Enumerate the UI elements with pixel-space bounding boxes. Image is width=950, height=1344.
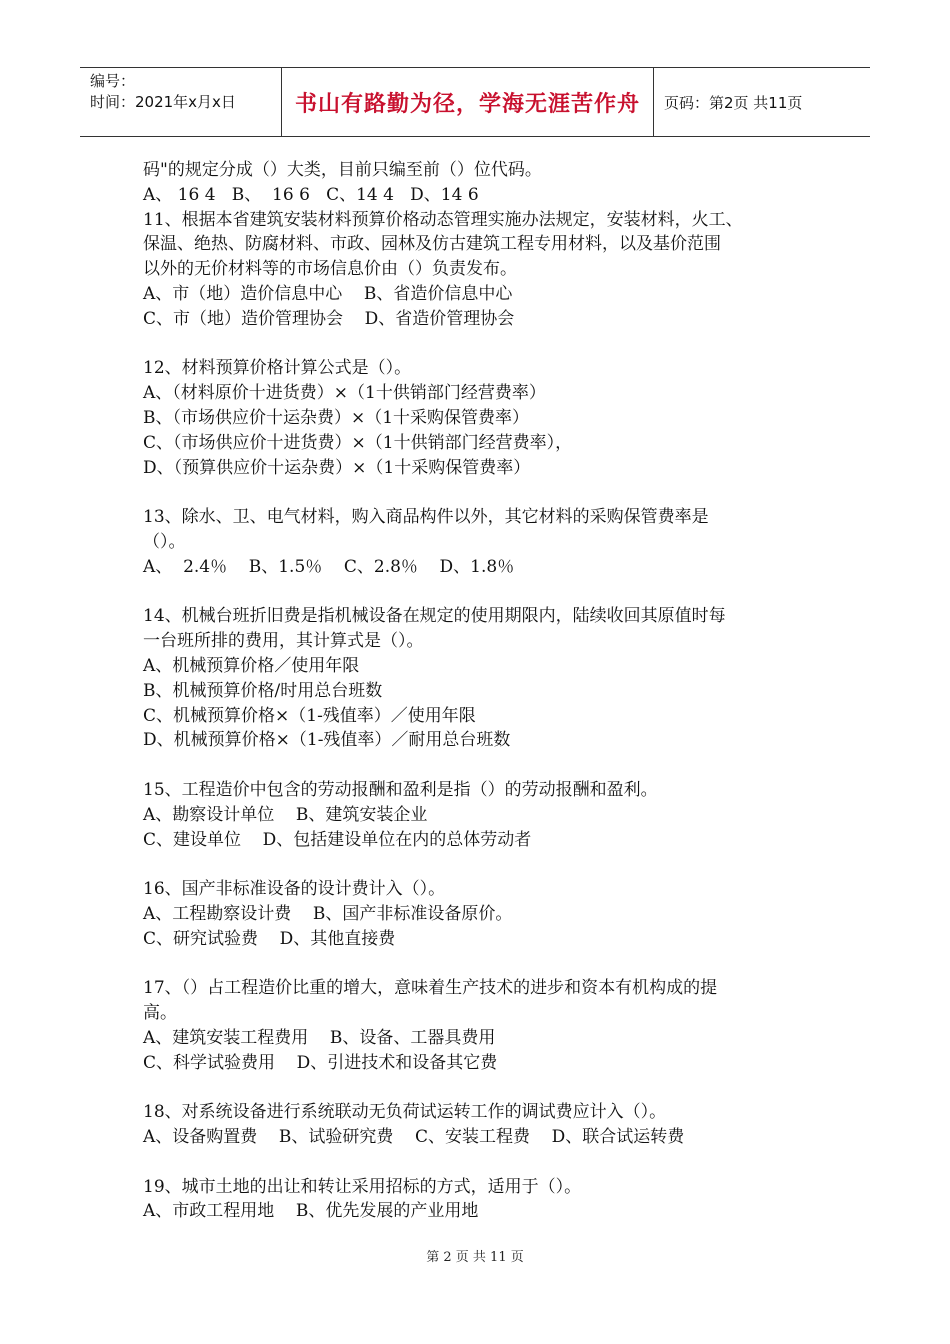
- block-spacer: [143, 952, 823, 977]
- question-line: A、（材料原价十进货费）×（1十供销部门经营费率）: [143, 383, 546, 404]
- question-line: C、机械预算价格×（1-残值率）／使用年限: [143, 705, 476, 726]
- question-text: 18、对系统设备进行系统联动无负荷试运转工作的调试费应计入（）。: [143, 1102, 667, 1123]
- question-line: C、科学试验费用 D、引进技术和设备其它费: [143, 1052, 498, 1073]
- question-block: [143, 604, 823, 753]
- header-page-info: 页码：第2页 共11页: [664, 93, 803, 112]
- question-block: [143, 1100, 823, 1150]
- question-text: 15、工程造价中包含的劳动报酬和盈利是指（）的劳动报酬和盈利。: [143, 779, 658, 800]
- question-block: [143, 356, 823, 480]
- question-line: 保温、绝热、防腐材料、市政、园林及仿古建筑工程专用材料，以及基价范围: [143, 234, 721, 255]
- question-block: [143, 158, 823, 208]
- question-line: （）。: [143, 531, 186, 552]
- question-line: A、 16 4 B、 16 6 C、14 4 D、14 6: [143, 184, 479, 205]
- question-text: 19、城市土地的出让和转让采用招标的方式，适用于（）。: [143, 1176, 582, 1197]
- question-line: 以外的无价材料等的市场信息价由（）负责发布。: [143, 259, 517, 280]
- question-block: [143, 1175, 823, 1225]
- question-line: A、勘察设计单位 B、建筑安装企业: [143, 804, 428, 825]
- document-number: 编号：: [90, 72, 136, 90]
- question-block: [143, 208, 823, 332]
- block-spacer: [143, 852, 823, 877]
- question-line: D、机械预算价格×（1-残值率）／耐用总台班数: [143, 730, 511, 751]
- question-line: A、建筑安装工程费用 B、设备、工器具费用: [143, 1027, 496, 1048]
- question-text: 17、（）占工程造价比重的增大，意味着生产技术的进步和资本有机构成的提: [143, 978, 718, 999]
- question-line: C、研究试验费 D、其他直接费: [143, 928, 396, 949]
- block-spacer: [143, 580, 823, 605]
- block-spacer: [143, 480, 823, 505]
- question-text: 14、机械台班折旧费是指机械设备在规定的使用期限内，陆续收回其原值时每: [143, 606, 726, 627]
- question-text: 13、除水、卫、电气材料，购入商品构件以外，其它材料的采购保管费率是: [143, 507, 709, 528]
- question-text: 16、国产非标准设备的设计费计入（）。: [143, 879, 446, 900]
- question-line: A、机械预算价格／使用年限: [143, 655, 360, 676]
- question-line: 高。: [143, 1003, 177, 1024]
- question-content: [143, 158, 823, 1224]
- question-line: B、机械预算价格/时用总台班数: [143, 680, 383, 701]
- question-line: B、（市场供应价十运杂费）×（1十采购保管费率）: [143, 407, 530, 428]
- question-text: 12、材料预算价格计算公式是（）。: [143, 358, 412, 379]
- block-spacer: [143, 332, 823, 357]
- question-line: A、工程勘察设计费 B、国产非标准设备原价。: [143, 903, 513, 924]
- header-page-info-cell: [654, 68, 870, 136]
- question-block: [143, 877, 823, 951]
- header-meta: [80, 68, 282, 136]
- question-line: A、 2.4％ B、1.5％ C、2.8％ D、1.8％: [143, 556, 515, 577]
- question-line: 一台班所排的费用，其计算式是（）。: [143, 631, 424, 652]
- page-header: [80, 67, 870, 137]
- question-text: 11、根据本省建筑安装材料预算价格动态管理实施办法规定，安装材料，火工、: [143, 209, 743, 230]
- header-motto-cell: [282, 68, 654, 136]
- page-footer: 第 2 页 共 11 页: [426, 1250, 524, 1265]
- question-block: [143, 778, 823, 852]
- question-line: C、（市场供应价十进货费）×（1十供销部门经营费率），: [143, 432, 573, 453]
- question-block: [143, 976, 823, 1075]
- header-motto: 书山有路勤为径，学海无涯苦作舟: [294, 91, 640, 117]
- question-line: D、（预算供应价十运杂费）×（1十采购保管费率）: [143, 457, 531, 478]
- question-line: A、市（地）造价信息中心 B、省造价信息中心: [143, 283, 513, 304]
- question-text: 码"的规定分成（）大类，目前只编至前（）位代码。: [143, 160, 542, 180]
- question-block: [143, 505, 823, 579]
- document-date: 时间：2021年x月x日: [90, 93, 236, 111]
- block-spacer: [143, 1150, 823, 1175]
- block-spacer: [143, 1075, 823, 1100]
- question-line: A、设备购置费 B、试验研究费 C、安装工程费 D、联合试运转费: [143, 1127, 685, 1148]
- question-line: A、市政工程用地 B、优先发展的产业用地: [143, 1201, 479, 1222]
- block-spacer: [143, 753, 823, 778]
- question-line: C、市（地）造价管理协会 D、省造价管理协会: [143, 308, 515, 329]
- question-line: C、建设单位 D、包括建设单位在内的总体劳动者: [143, 829, 532, 850]
